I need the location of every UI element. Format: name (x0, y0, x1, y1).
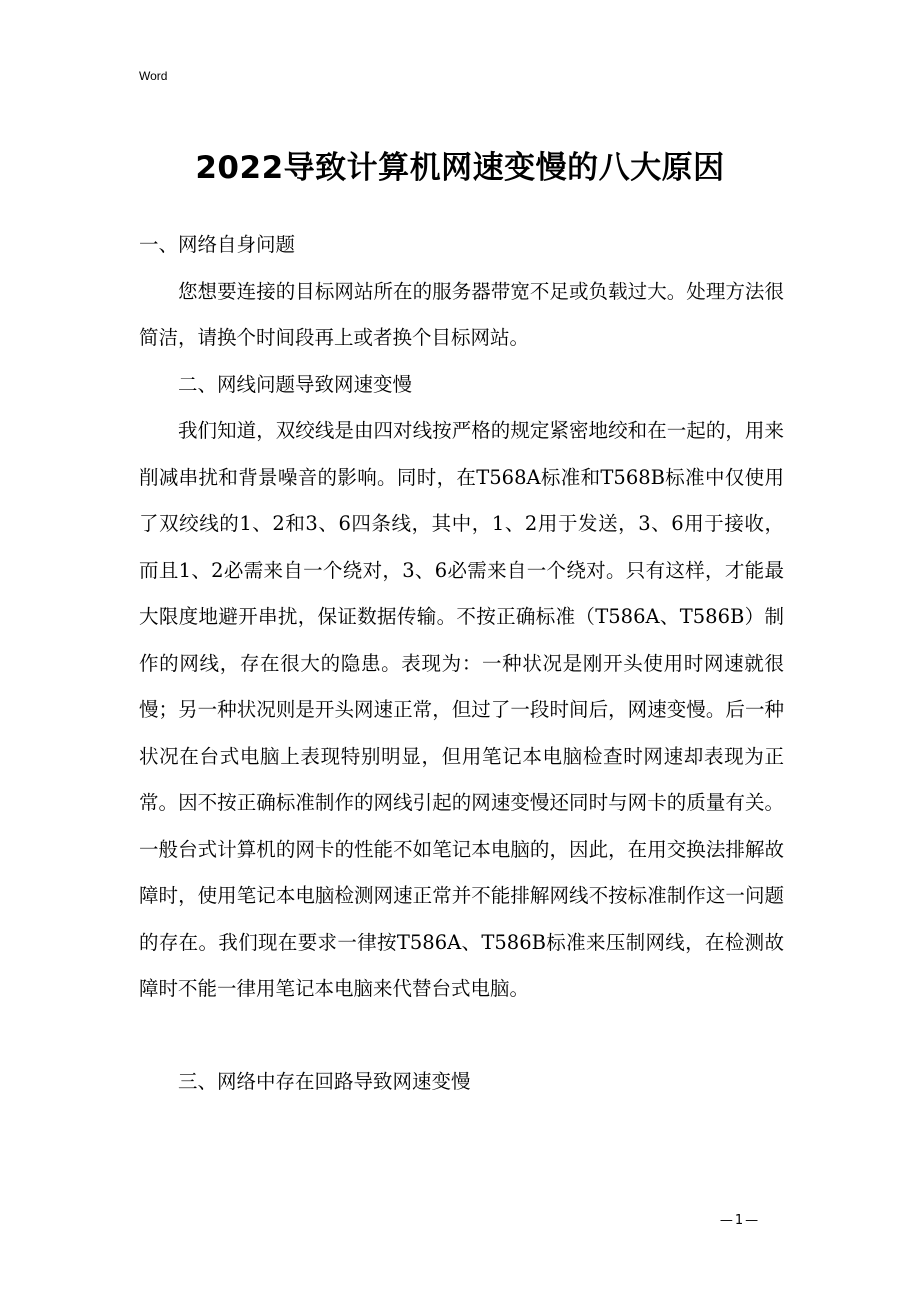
section-heading-3: 三、网络中存在回路导致网速变慢 (178, 1069, 471, 1093)
document-title: 2022导致计算机网速变慢的八大原因 (195, 150, 725, 186)
section-heading-1: 一、网络自身问题 (139, 233, 296, 256)
paragraph-1: 您想要连接的目标网站所在的服务器带宽不足或负载过大。处理方法很简洁，请换个时间段再上或者换个目标网站。 (139, 279, 784, 349)
document-body (139, 222, 784, 1105)
header-label: Word (139, 69, 168, 83)
paragraph-2: 我们知道，双绞线是由四对线按严格的规定紧密地绞和在一起的，用来削减串扰和背景噪音的影响。同时，在T568A标准和T568B标准中仅使用了双绞线的1、2和3、6四条线，其中，1、2用于发送，3、6用于接收，而且1、2必需来自一个绕对，3、6必需来自一个绕对。只有这样，才能最大限度地避开串扰，保证数据传输。不按正确标准（T586A、T586B）制作的网线，存在很大的隐患。表现为：一种状况是刚开头使用时网速就很慢；另一种状况则是开头网速正常，但过了一段时间后，网速变慢。后一种状况在台式电脑上表现特别明显，但用笔记本电脑检查时网速却表现为正常。因不按正确标准制作的网线引起的网速变慢还同时与网卡的质量有关。一般台式计算机的网卡的性能不如笔记本电脑的，因此，在用交换法排解故障时，使用笔记本电脑检测网速正常并不能排解网线不按标准制作这一问题的存在。我们现在要求一律按T586A、T586B标准来压制网线，在检测故障时不能一律用笔记本电脑来代替台式电脑。 (139, 419, 784, 1000)
section-heading-2: 二、网线问题导致网速变慢 (178, 372, 413, 396)
page-number: —1— (719, 1213, 761, 1228)
